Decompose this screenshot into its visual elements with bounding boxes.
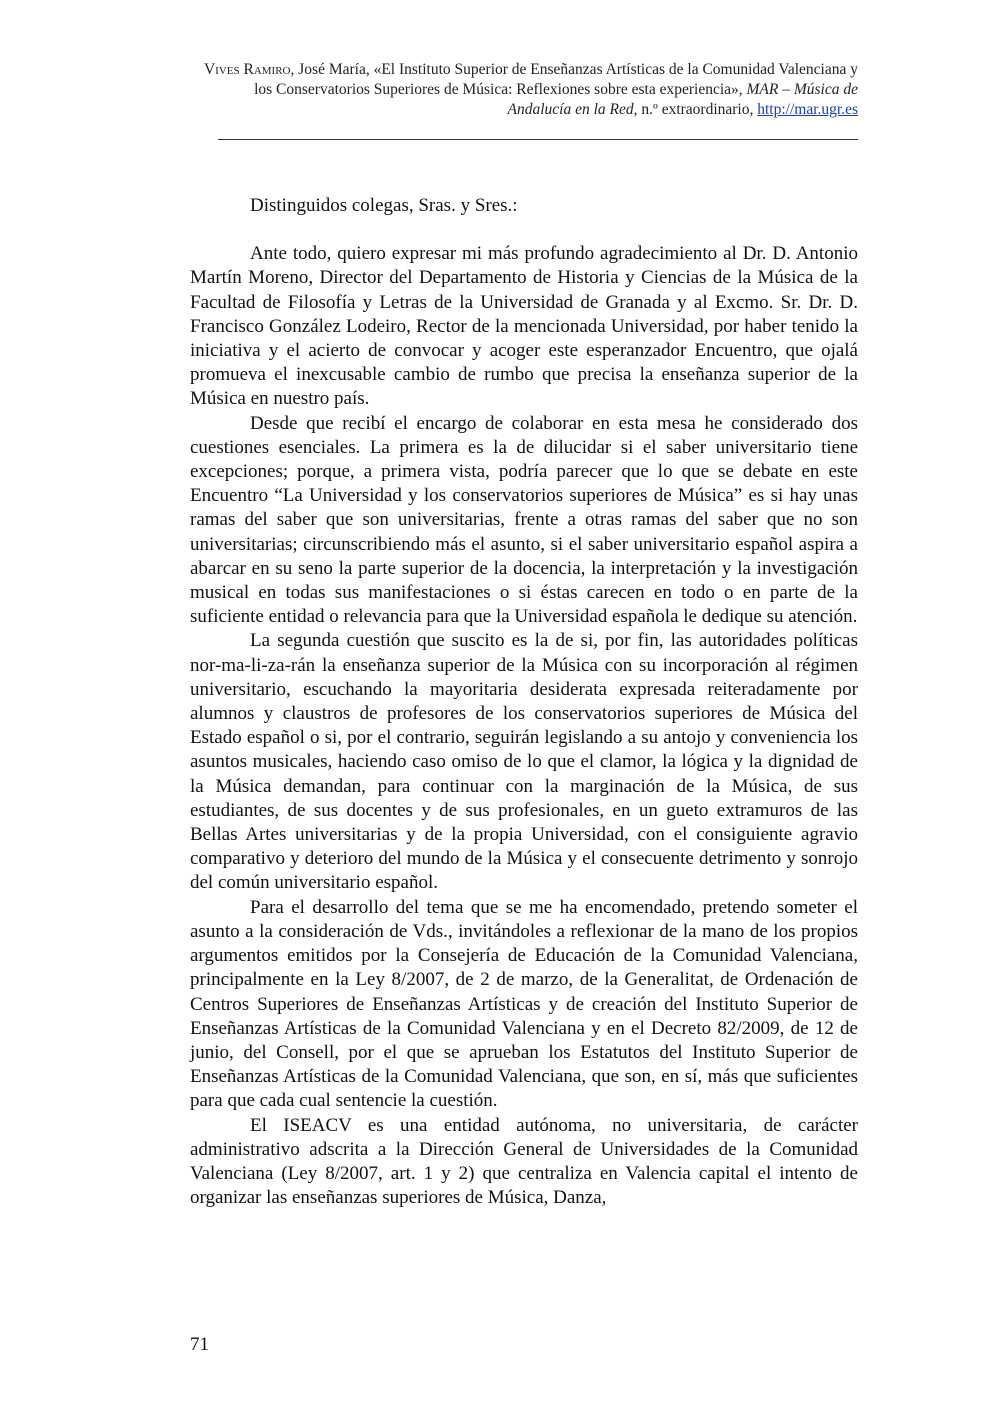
paragraph-acknowledgement: Ante todo, quiero expresar mi más profundo agradecimiento al Dr. D. Antonio Martín Moreno, Director del Departamento de Historia y Ciencias de la Música de la Facultad de Filosofía y Letras de la Universidad de Granada y al Excmo. Sr. Dr. D. Francisco González Lodeiro, Rector de la mencionada Universidad, por haber tenido la iniciativa y el acierto de convocar y acoger este esperanzador Encuentro, que ojalá promueva el inexcusable cambio de rumbo que precisa la enseñanza superior de la Música en nuestro país. [190, 243, 858, 410]
citation-header [190, 60, 858, 120]
paragraph-first-question: Desde que recibí el encargo de colaborar en esta mesa he considerado dos cuestiones esenciales. La primera es la de dilucidar si el saber universitario tiene excepciones; porque, a primera vista, podría parecer que lo que se debate en este Encuentro “La Universidad y los conservatorios superiores de Música” es si hay unas ramas del saber que son universitarias, frente a otras ramas del saber que no son universitarias; circunscribiendo más el asunto, si el saber universitario español aspira a abarcar en su seno la parte superior de la docencia, la interpretación y la investigación musical en todas sus manifestaciones o si éstas carecen en todo o en parte de la suficiente entidad o relevancia para que la Universidad española le dedique su atención. [190, 412, 858, 628]
paragraph-second-question: La segunda cuestión que suscito es la de si, por fin, las autoridades políticas nor-ma-li-za-rán la enseñanza superior de la Música con su incorporación al régimen universitario, escuchando la mayoritaria desiderata expresada reiteradamente por alumnos y claustros de profesores de los conservatorios superiores de Música del Estado español o si, por el contrario, seguirán legislando a su antojo y conveniencia los asuntos musicales, haciendo caso omiso de lo que el clamor, la lógica y la dignidad de la Música demandan, para continuar con la marginación de la Música, de sus estudiantes, de sus docentes y de sus profesionales, en un gueto extramuros de las Bellas Artes universitarias y de la propia Universidad, con el consiguiente agravio comparativo y deterioro del mundo de la Música y el consecuente detrimento y sonrojo del común universitario español. [190, 630, 858, 894]
journal-name: MAR – Música de Andalucía en la Red, [507, 81, 858, 118]
issue-label: n.º extraordinario, [641, 101, 754, 118]
article-body [190, 194, 858, 1210]
author-name: Vives Ramiro [203, 61, 291, 78]
page-number: 71 [190, 1334, 209, 1355]
paragraph-method: Para el desarrollo del tema que se me ha encomendado, pretendo someter el asunto a la consideración de Vds., invitándoles a reflexionar de la mano de los propios argumentos emitidos por la Consejería de Educación de la Comunidad Valenciana, principalmente en la Ley 8/2007, de 2 de marzo, de la Generalitat, de Ordenación de Centros Superiores de Enseñanzas Artísticas y de creación del Instituto Superior de Enseñanzas Artísticas de la Comunidad Valenciana y en el Decreto 82/2009, de 12 de junio, del Consell, por el que se aprueban los Estatutos del Instituto Superior de Enseñanzas Artísticas de la Comunidad Valenciana, que son, en sí, más que suficientes para que cada cual sentencie la cuestión. [190, 896, 858, 1112]
greeting: Distinguidos colegas, Sras. y Sres.: [250, 195, 518, 216]
citation-text: , José María, «El Instituto Superior de Enseñanzas Artísticas de la Comunidad Valenciana y los Conservatorios Superiores de Música: Reflexiones sobre esta experiencia», [254, 61, 858, 98]
journal-url-link[interactable]: http://mar.ugr.es [757, 101, 858, 118]
header-divider [218, 139, 858, 140]
paragraph-iseacv: El ISEACV es una entidad autónoma, no universitaria, de carácter administrativo adscrita a la Dirección General de Universidades de la Comunidad Valenciana (Ley 8/2007, art. 1 y 2) que centraliza en Valencia capital el intento de organizar las enseñanzas superiores de Música, Danza, [190, 1114, 858, 1209]
